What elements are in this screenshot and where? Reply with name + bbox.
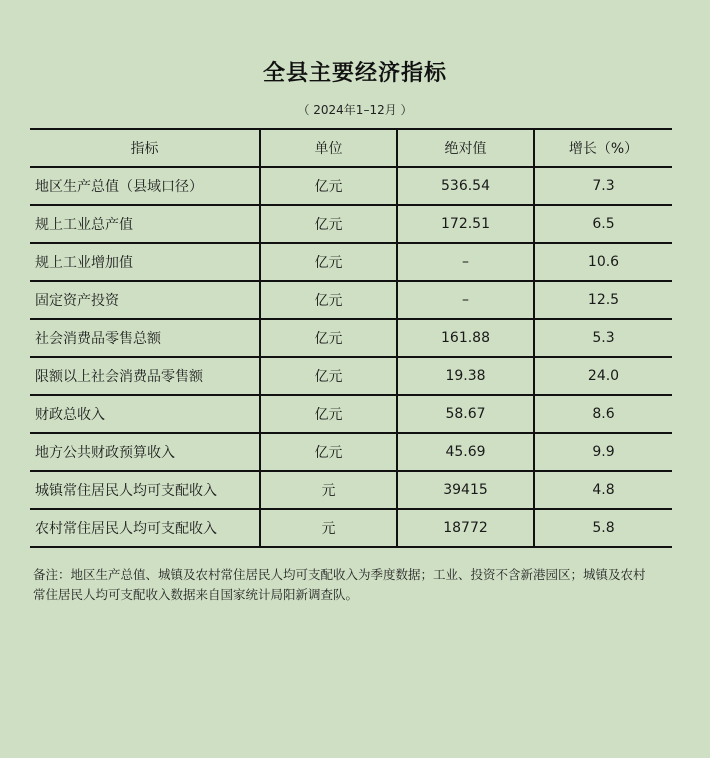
absolute-value-cell: 161.88 xyxy=(397,319,534,357)
page-title: 全县主要经济指标 xyxy=(262,61,447,86)
growth-cell: 7.3 xyxy=(534,167,672,205)
unit-cell: 亿元 xyxy=(260,319,397,357)
indicator-name: 规上工业总产值 xyxy=(30,205,260,243)
header-unit: 单位 xyxy=(260,129,397,167)
table-row xyxy=(30,433,672,471)
absolute-value-cell: – xyxy=(397,243,534,281)
unit-cell: 亿元 xyxy=(260,167,397,205)
table-row xyxy=(30,319,672,357)
table-header-row xyxy=(30,129,672,167)
table-row xyxy=(30,509,672,547)
header-indicator: 指标 xyxy=(30,129,260,167)
growth-cell: 4.8 xyxy=(534,471,672,509)
indicator-name: 农村常住居民人均可支配收入 xyxy=(30,509,260,547)
absolute-value-cell: 45.69 xyxy=(397,433,534,471)
growth-cell: 8.6 xyxy=(534,395,672,433)
growth-cell: 12.5 xyxy=(534,281,672,319)
growth-cell: 10.6 xyxy=(534,243,672,281)
growth-cell: 9.9 xyxy=(534,433,672,471)
absolute-value-cell: – xyxy=(397,281,534,319)
indicator-name: 地区生产总值（县域口径） xyxy=(30,167,260,205)
indicator-name: 限额以上社会消费品零售额 xyxy=(30,357,260,395)
period-subtitle: （ 2024年1–12月 ） xyxy=(297,103,413,117)
unit-cell: 元 xyxy=(260,509,397,547)
absolute-value-cell: 18772 xyxy=(397,509,534,547)
unit-cell: 亿元 xyxy=(260,433,397,471)
indicator-name: 社会消费品零售总额 xyxy=(30,319,260,357)
table-row xyxy=(30,357,672,395)
header-growth: 增长（%） xyxy=(534,129,672,167)
table-row xyxy=(30,205,672,243)
growth-cell: 24.0 xyxy=(534,357,672,395)
absolute-value-cell: 172.51 xyxy=(397,205,534,243)
indicator-name: 城镇常住居民人均可支配收入 xyxy=(30,471,260,509)
table-row xyxy=(30,395,672,433)
absolute-value-cell: 39415 xyxy=(397,471,534,509)
indicator-name: 地方公共财政预算收入 xyxy=(30,433,260,471)
indicator-name: 固定资产投资 xyxy=(30,281,260,319)
indicator-name: 规上工业增加值 xyxy=(30,243,260,281)
absolute-value-cell: 58.67 xyxy=(397,395,534,433)
absolute-value-cell: 19.38 xyxy=(397,357,534,395)
table-row xyxy=(30,281,672,319)
unit-cell: 亿元 xyxy=(260,281,397,319)
unit-cell: 亿元 xyxy=(260,205,397,243)
footnote: 备注：地区生产总值、城镇及农村常住居民人均可支配收入为季度数据；工业、投资不含新港园区；城镇及农村常住居民人均可支配收入数据来自国家统计局阳新调查队。 xyxy=(33,567,646,602)
table-row xyxy=(30,471,672,509)
unit-cell: 元 xyxy=(260,471,397,509)
growth-cell: 5.8 xyxy=(534,509,672,547)
indicator-name: 财政总收入 xyxy=(30,395,260,433)
growth-cell: 5.3 xyxy=(534,319,672,357)
header-absolute-value: 绝对值 xyxy=(397,129,534,167)
unit-cell: 亿元 xyxy=(260,243,397,281)
absolute-value-cell: 536.54 xyxy=(397,167,534,205)
economic-indicators-table xyxy=(30,128,672,548)
table-row xyxy=(30,243,672,281)
growth-cell: 6.5 xyxy=(534,205,672,243)
table-row xyxy=(30,167,672,205)
unit-cell: 亿元 xyxy=(260,395,397,433)
unit-cell: 亿元 xyxy=(260,357,397,395)
